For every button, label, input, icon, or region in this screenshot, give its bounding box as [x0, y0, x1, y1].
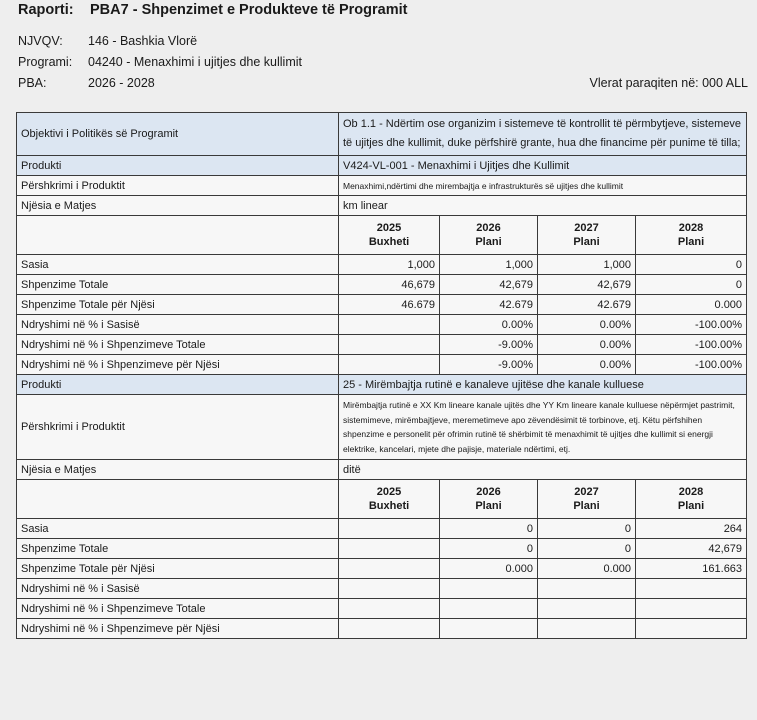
pba-label: PBA: — [18, 76, 47, 90]
value-cell — [538, 579, 636, 599]
product-label: Produkti — [17, 156, 339, 176]
year-type-label: Plani — [677, 500, 705, 512]
pba-value: 2026 - 2028 — [88, 76, 155, 90]
value-cell — [339, 335, 440, 355]
value-cell — [339, 559, 440, 579]
report-table-body — [17, 113, 747, 639]
data-row — [17, 315, 747, 335]
report-label: Raporti: — [18, 2, 74, 18]
value-cell: 46.679 — [339, 295, 440, 315]
product-description-label: Përshkrimi i Produktit — [17, 395, 339, 460]
data-row — [17, 335, 747, 355]
objective-text: Ob 1.1 - Ndërtim ose organizim i sistemeve të kontrollit të përmbytjeve, sistemeve të ujitjes dhe kullimit, duke përfshirë grante, hua dhe financime për punime të tilla; — [339, 113, 747, 156]
product-value: V424-VL-001 - Menaxhimi i Ujitjes dhe Kullimit — [339, 156, 747, 176]
year-header-cell — [636, 216, 747, 255]
value-cell: 0 — [538, 519, 636, 539]
value-cell — [440, 599, 538, 619]
year-label: 2025 — [376, 486, 402, 498]
year-label: 2028 — [678, 486, 704, 498]
njvqv-value: 146 - Bashkia Vlorë — [88, 34, 198, 48]
value-cell: 42.679 — [440, 295, 538, 315]
value-cell: -9.00% — [440, 355, 538, 375]
year-header-cell — [538, 480, 636, 519]
value-cell: 0 — [636, 275, 747, 295]
report-table — [16, 112, 747, 639]
data-row — [17, 579, 747, 599]
data-row — [17, 275, 747, 295]
year-type-label: Plani — [573, 236, 600, 248]
year-header-cell — [440, 216, 538, 255]
value-cell: -100.00% — [636, 335, 747, 355]
value-cell: 42,679 — [538, 275, 636, 295]
njvqv-row — [18, 34, 197, 48]
value-cell: 1,000 — [339, 255, 440, 275]
value-cell — [339, 619, 440, 639]
year-label: 2026 — [476, 486, 501, 498]
program-row — [18, 55, 302, 69]
value-cell: 0.00% — [440, 315, 538, 335]
unit-label: Njësia e Matjes — [17, 460, 339, 480]
value-cell — [339, 539, 440, 559]
value-cell — [636, 619, 747, 639]
year-type-label: Plani — [475, 236, 502, 248]
value-cell — [339, 599, 440, 619]
row-label: Sasia — [17, 519, 339, 539]
value-cell: -100.00% — [636, 315, 747, 335]
value-cell: 161.663 — [636, 559, 747, 579]
row-label: Ndryshimi në % i Shpenzimeve Totale — [17, 599, 339, 619]
value-cell: 0 — [538, 539, 636, 559]
unit-row — [17, 460, 747, 480]
year-header-cell — [339, 480, 440, 519]
value-cell: 42.679 — [538, 295, 636, 315]
data-row — [17, 539, 747, 559]
value-cell — [339, 519, 440, 539]
row-label: Shpenzime Totale — [17, 539, 339, 559]
product-description-row — [17, 395, 747, 460]
value-cell: 0.000 — [538, 559, 636, 579]
data-row — [17, 619, 747, 639]
value-cell: 46,679 — [339, 275, 440, 295]
value-cell — [339, 355, 440, 375]
year-header-blank — [17, 480, 339, 519]
year-label: 2026 — [476, 222, 501, 234]
year-header-row — [17, 216, 747, 255]
value-cell: -9.00% — [440, 335, 538, 355]
year-type-label: Plani — [677, 236, 705, 248]
value-cell: 0.00% — [538, 335, 636, 355]
row-label: Ndryshimi në % i Shpenzimeve për Njësi — [17, 619, 339, 639]
value-cell: 0 — [636, 255, 747, 275]
value-cell — [339, 579, 440, 599]
row-label: Shpenzime Totale për Njësi — [17, 295, 339, 315]
value-cell — [440, 619, 538, 639]
product-value: 25 - Mirëmbajtja rutinë e kanaleve ujitëse dhe kanale kulluese — [339, 375, 747, 395]
row-label: Ndryshimi në % i Sasisë — [17, 315, 339, 335]
product-label: Produkti — [17, 375, 339, 395]
year-header-cell — [538, 216, 636, 255]
report-title: PBA7 - Shpenzimet e Produkteve të Programit — [90, 2, 408, 18]
data-row — [17, 295, 747, 315]
data-row — [17, 599, 747, 619]
year-type-label: Plani — [573, 500, 600, 512]
product-row — [17, 156, 747, 176]
row-label: Shpenzime Totale — [17, 275, 339, 295]
value-cell — [538, 599, 636, 619]
program-value: 04240 - Menaxhimi i ujitjes dhe kullimit — [88, 55, 302, 69]
value-cell: 0.000 — [636, 295, 747, 315]
value-cell: 1,000 — [538, 255, 636, 275]
row-label: Shpenzime Totale për Njësi — [17, 559, 339, 579]
units-note: Vlerat paraqiten në: 000 ALL — [589, 76, 748, 90]
year-header-row — [17, 480, 747, 519]
year-type-label: Buxheti — [368, 500, 410, 512]
row-label: Ndryshimi në % i Shpenzimeve Totale — [17, 335, 339, 355]
pba-row — [18, 76, 155, 90]
value-cell — [538, 619, 636, 639]
year-label: 2028 — [678, 222, 704, 234]
unit-label: Njësia e Matjes — [17, 196, 339, 216]
product-description-value: Mirëmbajtja rutinë e XX Km lineare kanale ujitës dhe YY Km lineare kanale kulluese nëpërmjet pastrimit, sistemimeve, mirëmbajtjeve, meremetimeve apo zëvendësimit të torbinove, etj. Këtu përfshihen shpenzime e personelit për ofrimin rutinë të shërbimit të menaxhimit të ujitjes dhe kullimit si energji elektrike, kancelari, mjete dhe pajisje, materiale ndërtimi, etj. — [339, 395, 747, 460]
year-header-cell — [440, 480, 538, 519]
data-row — [17, 559, 747, 579]
value-cell — [636, 599, 747, 619]
year-type-label: Buxheti — [368, 236, 410, 248]
data-row — [17, 255, 747, 275]
year-header-cell — [636, 480, 747, 519]
value-cell: 0 — [440, 519, 538, 539]
data-row — [17, 355, 747, 375]
product-description-row — [17, 176, 747, 196]
value-cell: 264 — [636, 519, 747, 539]
year-label: 2027 — [574, 486, 599, 498]
unit-value: ditë — [339, 460, 747, 480]
value-cell: 42,679 — [636, 539, 747, 559]
unit-value: km linear — [339, 196, 747, 216]
unit-row — [17, 196, 747, 216]
value-cell: 0 — [440, 539, 538, 559]
value-cell: 1,000 — [440, 255, 538, 275]
value-cell: 0.00% — [538, 315, 636, 335]
year-header-cell — [339, 216, 440, 255]
objective-row — [17, 113, 747, 156]
year-label: 2027 — [574, 222, 599, 234]
year-header-blank — [17, 216, 339, 255]
product-description-label: Përshkrimi i Produktit — [17, 176, 339, 196]
program-label: Programi: — [18, 55, 73, 69]
product-description-value: Menaxhimi,ndërtimi dhe mirembajtja e infrastrukturës së ujitjes dhe kullimit — [339, 176, 747, 196]
value-cell: -100.00% — [636, 355, 747, 375]
product-row — [17, 375, 747, 395]
value-cell — [440, 579, 538, 599]
row-label: Ndryshimi në % i Shpenzimeve për Njësi — [17, 355, 339, 375]
row-label: Sasia — [17, 255, 339, 275]
value-cell — [339, 315, 440, 335]
njvqv-label: NJVQV: — [18, 34, 63, 48]
value-cell: 0.000 — [440, 559, 538, 579]
value-cell: 0.00% — [538, 355, 636, 375]
value-cell — [636, 579, 747, 599]
report-title-row — [18, 2, 407, 18]
objective-label: Objektivi i Politikës së Programit — [17, 113, 339, 156]
year-type-label: Plani — [475, 500, 502, 512]
value-cell: 42,679 — [440, 275, 538, 295]
data-row — [17, 519, 747, 539]
row-label: Ndryshimi në % i Sasisë — [17, 579, 339, 599]
year-label: 2025 — [376, 222, 402, 234]
